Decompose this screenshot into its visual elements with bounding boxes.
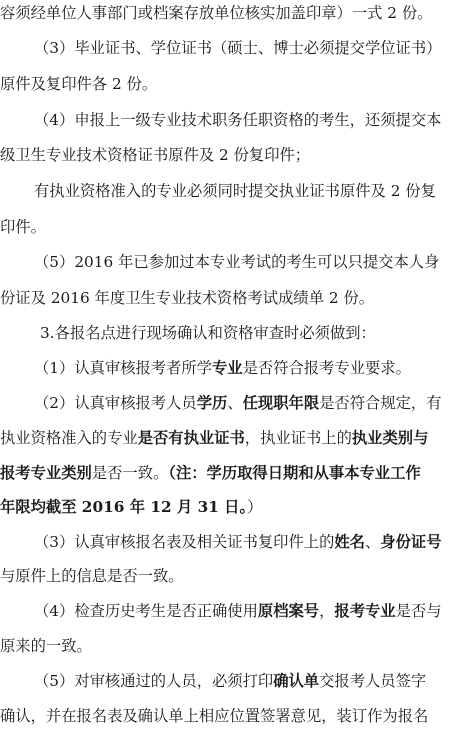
doc-line bbox=[34, 523, 464, 561]
bold-text-segment: 身份证号 bbox=[380, 533, 442, 551]
text-segment: 份证及 2016 年度卫生专业技术资格考试成绩单 2 份。 bbox=[0, 289, 375, 307]
text-segment: 交报考人员签字 bbox=[319, 672, 427, 690]
doc-line bbox=[34, 29, 464, 67]
text-segment: （3）认真审核报名表及相关证书复印件上的 bbox=[34, 533, 335, 551]
text-segment: （4）检查历史考生是否正确使用 bbox=[34, 602, 258, 620]
text-segment: 是否一致。 bbox=[91, 464, 169, 482]
doc-line bbox=[0, 627, 464, 665]
doc-line bbox=[34, 243, 464, 281]
doc-line bbox=[40, 314, 464, 352]
text-segment: 是否符合规定，有 bbox=[319, 394, 442, 412]
doc-line bbox=[0, 279, 464, 317]
doc-line bbox=[0, 208, 464, 246]
doc-line bbox=[34, 592, 464, 630]
text-segment: 原来的一致。 bbox=[0, 637, 92, 655]
bold-text-segment: 学历 bbox=[196, 394, 228, 412]
bold-text-segment: 原档案号 bbox=[257, 602, 320, 620]
text-segment: （5）2016 年已参加过本专业考试的考生可以只提交本人身 bbox=[34, 253, 440, 271]
doc-line bbox=[34, 349, 464, 387]
bold-text-segment: 是否有执业证书 bbox=[137, 429, 245, 447]
bold-text-segment: 任现职年限 bbox=[242, 394, 320, 412]
text-segment: 、 bbox=[364, 533, 381, 551]
bold-text-segment: 执业类别与 bbox=[351, 429, 429, 447]
text-segment: ） bbox=[247, 498, 263, 516]
text-segment: （3）毕业证书、学位证书（硕士、博士必须提交学位证书） bbox=[34, 39, 442, 57]
doc-line bbox=[34, 172, 464, 210]
text-segment: 确认，并在报名表及确认单上相应位置签署意见，装订作为报名 bbox=[0, 707, 429, 725]
text-segment: （4）申报上一级专业技术职务任职资格的考生，还须提交本 bbox=[34, 111, 442, 129]
text-segment: 与原件上的信息是否一致。 bbox=[0, 567, 184, 585]
doc-line bbox=[0, 419, 464, 457]
doc-line bbox=[0, 0, 464, 32]
doc-line bbox=[0, 488, 464, 526]
text-segment: （2）认真审核报考人员 bbox=[34, 394, 197, 412]
text-segment: 3.各报名点进行现场确认和资格审查时必须做到： bbox=[40, 324, 376, 342]
bold-text-segment: 报考专业类别 bbox=[0, 464, 92, 482]
text-segment: 、 bbox=[227, 394, 243, 412]
doc-line bbox=[0, 136, 464, 174]
text-segment: （5）对审核通过的人员，必须打印 bbox=[34, 672, 274, 690]
bold-text-segment: 确认单 bbox=[273, 672, 320, 690]
doc-line bbox=[0, 454, 464, 492]
doc-line bbox=[0, 697, 464, 735]
doc-line bbox=[0, 557, 464, 595]
bold-text-segment: 姓名 bbox=[334, 533, 365, 551]
doc-line bbox=[34, 101, 464, 139]
text-segment: ， bbox=[319, 602, 335, 620]
text-segment: 是否符合报考专业要求。 bbox=[242, 359, 411, 377]
doc-line bbox=[34, 662, 464, 700]
bold-text-segment: 报考专业 bbox=[334, 602, 396, 620]
bold-text-segment: 专业 bbox=[212, 359, 243, 377]
text-segment: 是否与 bbox=[395, 602, 442, 620]
text-segment: （1）认真审核报考者所学 bbox=[34, 359, 212, 377]
text-segment: 印件。 bbox=[0, 218, 46, 236]
text-segment: 级卫生专业技术资格证书原件及 2 份复印件； bbox=[0, 146, 311, 164]
bold-text-segment: （注：学历取得日期和从事本专业工作 bbox=[168, 464, 421, 482]
doc-line bbox=[0, 65, 464, 103]
text-segment: ，执业证书上的 bbox=[244, 429, 352, 447]
text-segment: 执业资格准入的专业 bbox=[0, 429, 138, 447]
text-segment: 原件及复印件各 2 份。 bbox=[0, 75, 158, 93]
doc-line bbox=[34, 384, 464, 422]
text-segment: 容须经单位人事部门或档案存放单位核实加盖印章）一式 2 份。 bbox=[0, 4, 433, 22]
text-segment: 有执业资格准入的专业必须同时提交执业证书原件及 2 份复 bbox=[34, 182, 436, 200]
bold-text-segment: 年限均截至 2016 年 12 月 31 日。 bbox=[0, 498, 248, 516]
